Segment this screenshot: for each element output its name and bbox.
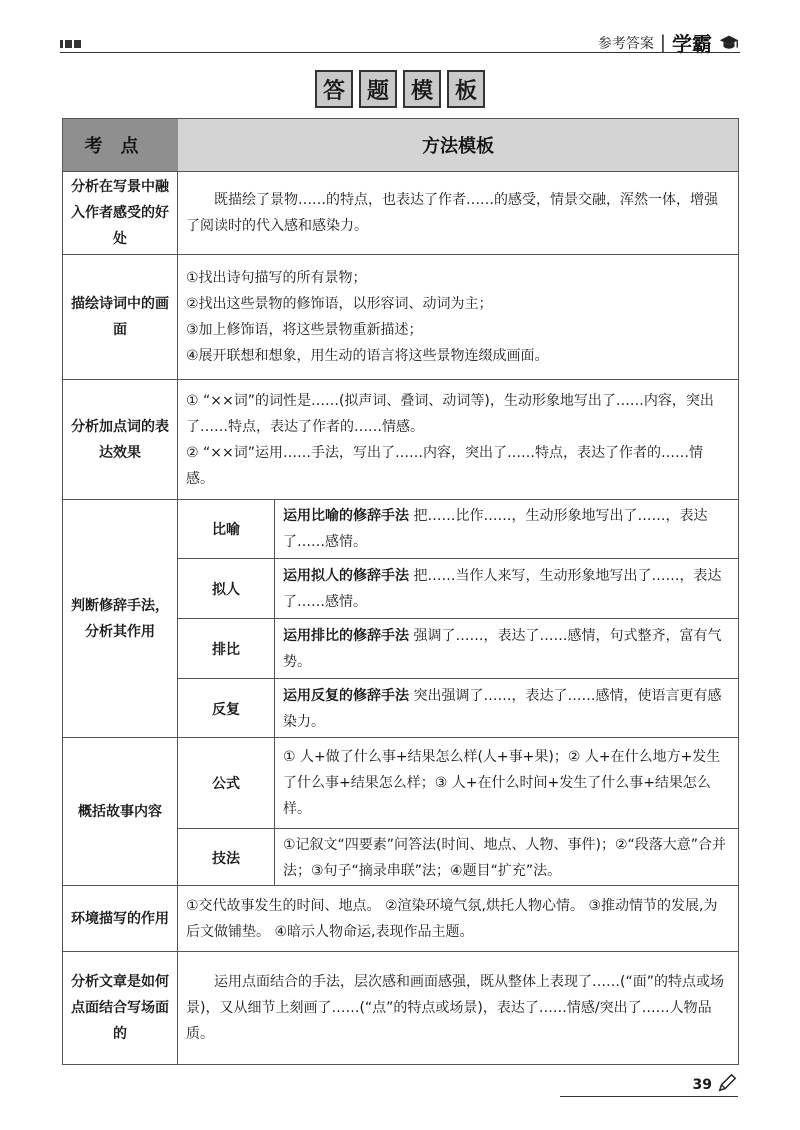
page-title (0, 70, 800, 108)
method-lead: 运用反复的修辞手法 (283, 687, 409, 704)
row-topic: 分析文章是如何点面结合写场面的 (63, 952, 178, 1064)
method-line: ② “××词”运用……手法，写出了……内容，突出了……特点，表达了作者的……情感。 (186, 444, 703, 487)
column-header-method: 方法模板 (178, 119, 738, 171)
method-text: 突出强调了……，表达了……感情，使语言更有感染力。 (283, 687, 722, 730)
sub-row (178, 618, 738, 678)
row-method (178, 255, 738, 379)
table-row (63, 951, 738, 1064)
method-lead: 运用拟人的修辞手法 (283, 567, 409, 584)
row-topic: 分析在写景中融入作者感受的好处 (63, 172, 178, 254)
sub-row-method (275, 500, 738, 558)
method-line: ①交代故事发生的时间、地点。 ②渲染环境气氛,烘托人物心情。 ③推动情节的发展,为后文做铺垫。 ④暗示人物命运,表现作品主题。 (186, 897, 718, 940)
row-topic: 环境描写的作用 (63, 886, 178, 951)
sub-row-label: 排比 (178, 619, 275, 678)
sub-row-method (275, 559, 738, 618)
sub-row-label: 拟人 (178, 559, 275, 618)
method-line: 既描绘了景物……的特点，也表达了作者……的感受，情景交融，浑然一体，增强了阅读时的代入感和感染力。 (186, 192, 718, 234)
template-table (62, 118, 739, 1065)
sub-row (178, 500, 738, 558)
method-lead: 运用排比的修辞手法 (283, 627, 409, 644)
row-method (178, 952, 738, 1064)
method-line: 运用点面结合的手法，层次感和画面感强，既从整体上表现了……(“面”的特点或场景)，又从细节上刻画了……(“点”的特点或场景)，表达了……情感/突出了……人物品质。 (186, 974, 724, 1042)
answer-label: 参考答案 (597, 35, 654, 52)
sub-row-label: 反复 (178, 679, 275, 738)
table-row (63, 379, 738, 499)
sub-row-method (275, 829, 738, 886)
method-text: 把……比作……，生动形象地写出了……，表达了……感情。 (283, 508, 708, 550)
table-row (63, 885, 738, 951)
title-char: 板 (447, 70, 485, 108)
sub-row (178, 678, 738, 738)
method-line: ③加上修饰语，将这些景物重新描述； (186, 322, 423, 338)
sub-row-label: 比喻 (178, 500, 275, 558)
method-lead: 运用比喻的修辞手法 (283, 508, 409, 524)
method-text: 强调了……，表达了……感情，句式整齐，富有气势。 (283, 627, 722, 670)
table-row (63, 254, 738, 379)
row-method (178, 380, 738, 499)
method-text: 把……当作人来写，生动形象地写出了……，表达了……感情。 (283, 567, 722, 610)
graduation-cap-icon (718, 32, 740, 54)
row-topic: 判断修辞手法，分析其作用 (63, 500, 178, 737)
title-char: 答 (315, 70, 353, 108)
method-line: ②找出这些景物的修饰语，以形容词、动词为主； (186, 296, 493, 312)
method-text: ①记叙文“四要素”问答法(时间、地点、人物、事件)；②“段落大意”合并法；③句子“摘录串联”法；④题目“扩充”法。 (283, 836, 727, 879)
row-topic: 分析加点词的表达效果 (63, 380, 178, 499)
sub-row-method (275, 738, 738, 828)
sub-row-label: 技法 (178, 829, 275, 886)
brand-name: 学霸 (672, 32, 712, 56)
method-line: ④展开联想和想象，用生动的语言将这些景物连缀成画面。 (186, 348, 549, 364)
header-decoration (60, 40, 81, 48)
sub-row (178, 738, 738, 828)
footer-rule (560, 1096, 738, 1097)
method-line: ①找出诗句描写的所有景物； (186, 270, 367, 286)
row-topic: 描绘诗词中的画面 (63, 255, 178, 379)
sub-row (178, 828, 738, 886)
sub-row-method (275, 619, 738, 678)
table-header (63, 119, 738, 171)
title-char: 模 (403, 70, 441, 108)
pencil-icon (716, 1072, 738, 1094)
sub-row (178, 558, 738, 618)
table-row (63, 171, 738, 254)
sub-row-method (275, 679, 738, 738)
sub-row-label: 公式 (178, 738, 275, 828)
column-header-topic: 考点 (63, 119, 178, 171)
title-char: 题 (359, 70, 397, 108)
table-row (63, 737, 738, 885)
header-separator: | (659, 32, 666, 53)
page-number: 39 (692, 1077, 712, 1093)
row-method (178, 172, 738, 254)
header-rule (60, 52, 740, 53)
method-line: ① “××词”的词性是……(拟声词、叠词、动词等)，生动形象地写出了……内容，突出了……特点，表达了作者的……情感。 (186, 392, 714, 435)
table-row (63, 499, 738, 737)
method-text: ① 人+做了什么事+结果怎么样(人+事+果)；② 人+在什么地方+发生了什么事+结果怎么样；③ 人+在什么时间+发生了什么事+结果怎么样。 (283, 749, 721, 817)
row-topic: 概括故事内容 (63, 738, 178, 885)
row-method (178, 886, 738, 951)
